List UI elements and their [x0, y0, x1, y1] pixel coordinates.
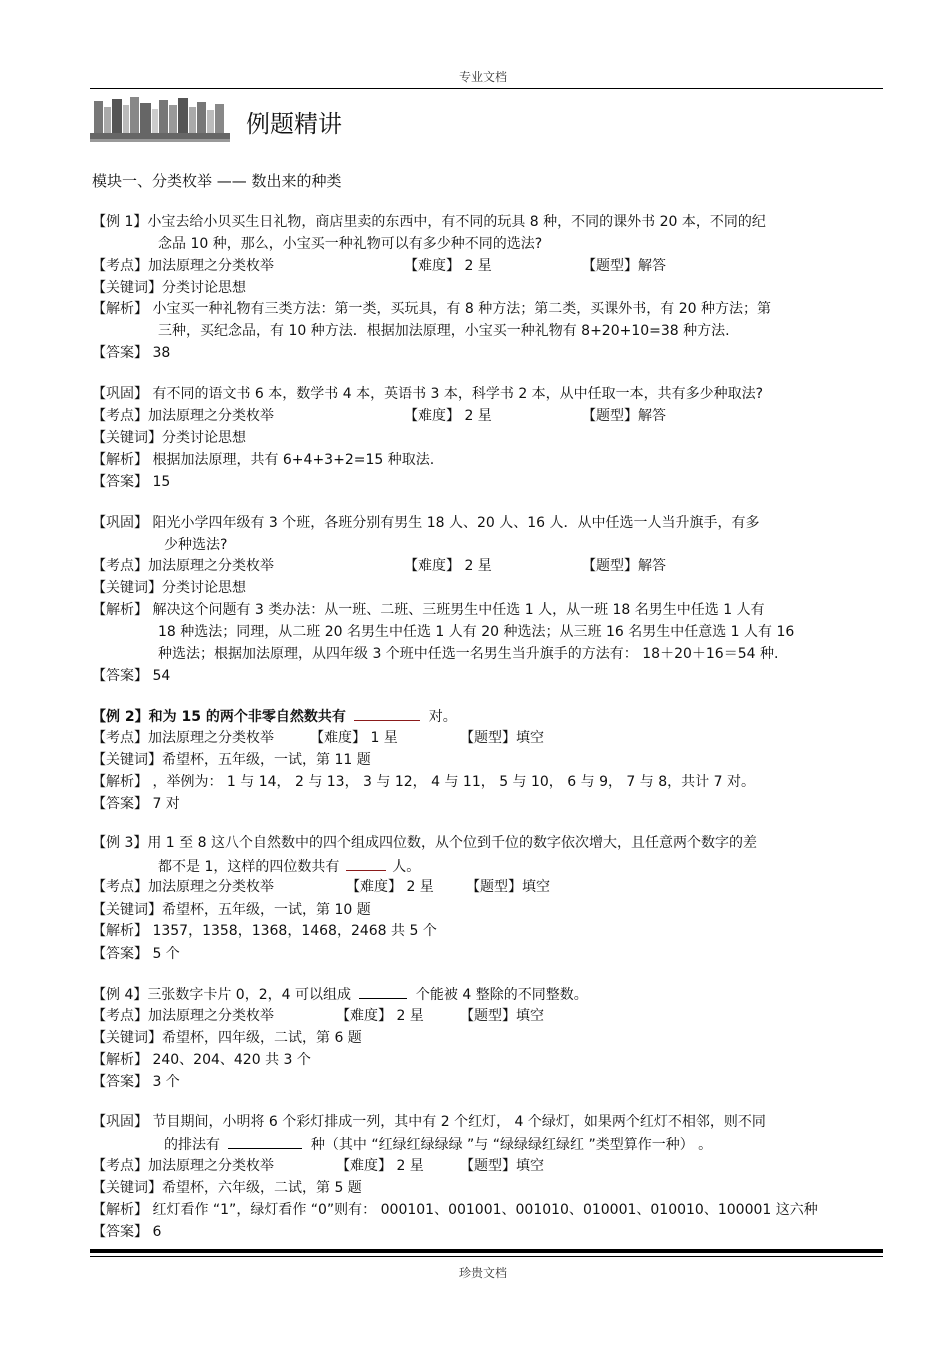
question-line: 少种选法? — [164, 537, 228, 553]
footer-rule-thick — [90, 1249, 883, 1253]
question-text: 【例 2】和为 15 的两个非零自然数共有 — [92, 709, 346, 725]
kaodian: 【考点】加法原理之分类枚举 — [92, 258, 274, 274]
question-line: 【巩固】 有不同的语文书 6 本，数学书 4 本，英语书 3 本，科学书 2 本，从中任取一本，共有多少种取法? — [92, 386, 764, 402]
keywords: 【关键词】希望杯，五年级，一试，第 10 题 — [92, 902, 371, 918]
question-line — [92, 706, 457, 727]
answer-blank[interactable] — [359, 984, 407, 999]
answer: 【答案】 6 — [92, 1224, 162, 1240]
analysis-line: 【解析】 小宝买一种礼物有三类方法：第一类，买玩具，有 8 种方法；第二类，买课外书，有 20 种方法；第 — [92, 301, 771, 317]
footer-rule-thin — [90, 1256, 883, 1257]
question-text: 个能被 4 整除的不同整数。 — [415, 987, 588, 1003]
question-line: 念品 10 种，那么，小宝买一种礼物可以有多少种不同的选法? — [158, 236, 543, 252]
difficulty: 【难度】 2 星 — [404, 408, 492, 424]
books-shelf-icon — [90, 95, 230, 145]
kaodian: 【考点】加法原理之分类枚举 — [92, 879, 274, 895]
question-text: 的排法有 — [164, 1137, 220, 1153]
difficulty: 【难度】 2 星 — [404, 258, 492, 274]
module-title: 模块一、分类枚举 —— 数出来的种类 — [92, 172, 342, 190]
answer-blank[interactable] — [228, 1134, 302, 1149]
answer: 【答案】 38 — [92, 345, 171, 361]
analysis-line: 【解析】 1357，1358，1368，1468，2468 共 5 个 — [92, 923, 437, 939]
answer: 【答案】 54 — [92, 668, 171, 684]
question-text: 人。 — [392, 859, 421, 875]
difficulty: 【难度】 2 星 — [404, 558, 492, 574]
question-line: 【例 1】小宝去给小贝买生日礼物，商店里卖的东西中，有不同的玩具 8 种，不同的课外书 20 本，不同的纪 — [92, 214, 766, 230]
analysis-line: 【解析】 红灯看作 “1”，绿灯看作 “0”则有： 000101、001001、001010、010001、010010、100001 这六种 — [92, 1202, 818, 1218]
answer: 【答案】 15 — [92, 474, 171, 490]
answer: 【答案】 7 对 — [92, 796, 180, 812]
analysis-line: 种选法；根据加法原理，从四年级 3 个班中任选一名男生当升旗手的方法有： 18＋20＋16＝54 种. — [158, 646, 779, 662]
question-type: 【题型】解答 — [582, 258, 666, 274]
question-text: 【例 4】三张数字卡片 0，2，4 可以组成 — [92, 987, 351, 1003]
analysis-line: 【解析】 根据加法原理，共有 6+4+3+2=15 种取法. — [92, 452, 435, 468]
answer-blank[interactable] — [346, 856, 386, 871]
page-footer: 珍贵文档 — [459, 1266, 508, 1280]
answer: 【答案】 3 个 — [92, 1074, 180, 1090]
header-rule — [90, 88, 883, 89]
kaodian: 【考点】加法原理之分类枚举 — [92, 1008, 274, 1024]
question-line — [92, 984, 588, 1005]
analysis-line: 【解析】 240、204、420 共 3 个 — [92, 1052, 311, 1068]
question-type: 【题型】解答 — [582, 558, 666, 574]
keywords: 【关键词】分类讨论思想 — [92, 280, 246, 296]
analysis-line: 18 种选法；同理，从二班 20 名男生中任选 1 人有 20 种选法；从三班 16 名男生中任意选 1 人有 16 — [158, 624, 795, 640]
question-type: 【题型】填空 — [466, 879, 550, 895]
keywords: 【关键词】希望杯，四年级，二试，第 6 题 — [92, 1030, 362, 1046]
question-line — [164, 1134, 712, 1155]
keywords: 【关键词】希望杯，六年级，二试，第 5 题 — [92, 1180, 362, 1196]
section-title: 例题精讲 — [246, 110, 342, 138]
keywords: 【关键词】希望杯，五年级，一试，第 11 题 — [92, 752, 371, 768]
question-text: 对。 — [428, 709, 457, 725]
question-type: 【题型】解答 — [582, 408, 666, 424]
keywords: 【关键词】分类讨论思想 — [92, 430, 246, 446]
question-type: 【题型】填空 — [460, 1158, 544, 1174]
answer-blank[interactable] — [354, 706, 420, 721]
answer: 【答案】 5 个 — [92, 946, 180, 962]
question-line: 【巩固】 阳光小学四年级有 3 个班，各班分别有男生 18 人、20 人、16 人．从中任选一人当升旗手，有多 — [92, 515, 760, 531]
question-text: 都不是 1，这样的四位数共有 — [158, 859, 340, 875]
question-line: 【例 3】用 1 至 8 这八个自然数中的四个组成四位数，从个位到千位的数字依次增大，且任意两个数字的差 — [92, 835, 757, 851]
kaodian: 【考点】加法原理之分类枚举 — [92, 730, 274, 746]
difficulty: 【难度】 1 星 — [310, 730, 398, 746]
kaodian: 【考点】加法原理之分类枚举 — [92, 408, 274, 424]
analysis-line: 【解析】 ，举例为： 1 与 14， 2 与 13， 3 与 12， 4 与 11， 5 与 10， 6 与 9， 7 与 8，共计 7 对。 — [92, 774, 755, 790]
difficulty: 【难度】 2 星 — [336, 1158, 424, 1174]
question-line: 【巩固】 节目期间，小明将 6 个彩灯排成一列，其中有 2 个红灯， 4 个绿灯，如果两个红灯不相邻，则不同 — [92, 1114, 766, 1130]
question-type: 【题型】填空 — [460, 1008, 544, 1024]
question-text: 种（其中 “红绿红绿绿绿 ”与 “绿绿绿红绿红 ”类型算作一种） 。 — [310, 1137, 713, 1153]
analysis-line: 三种，买纪念品，有 10 种方法．根据加法原理，小宝买一种礼物有 8+20+10=38 种方法. — [158, 323, 730, 339]
kaodian: 【考点】加法原理之分类枚举 — [92, 1158, 274, 1174]
page-header: 专业文档 — [459, 70, 508, 84]
difficulty: 【难度】 2 星 — [346, 879, 434, 895]
question-line — [158, 856, 420, 877]
question-type: 【题型】填空 — [460, 730, 544, 746]
kaodian: 【考点】加法原理之分类枚举 — [92, 558, 274, 574]
difficulty: 【难度】 2 星 — [336, 1008, 424, 1024]
analysis-line: 【解析】 解决这个问题有 3 类办法：从一班、二班、三班男生中任选 1 人，从一班 18 名男生中任选 1 人有 — [92, 602, 765, 618]
keywords: 【关键词】分类讨论思想 — [92, 580, 246, 596]
